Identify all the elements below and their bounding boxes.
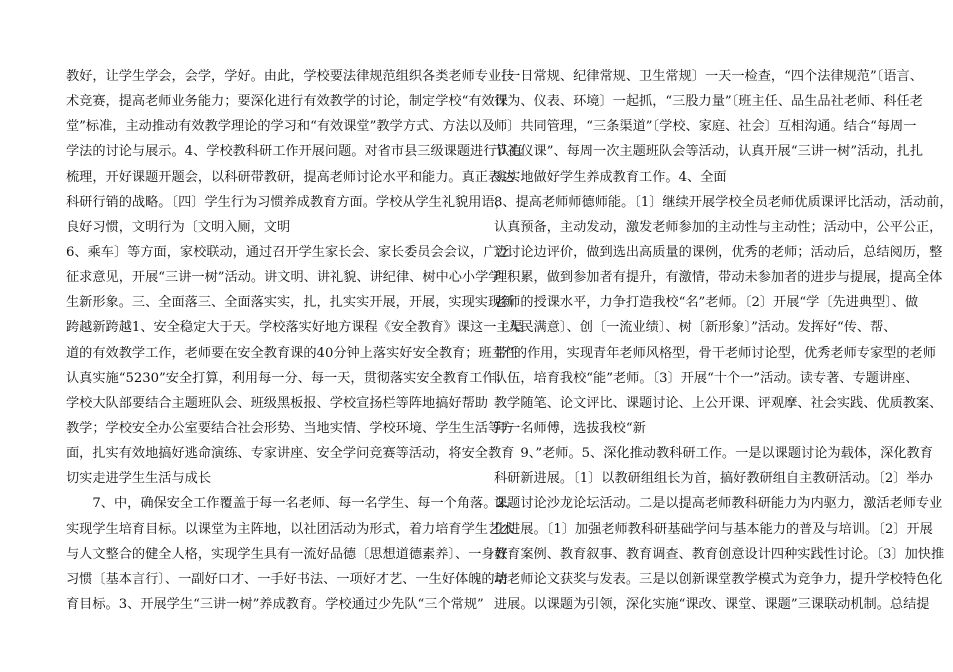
text-line: 实现学生培育目标。以课堂为主阵地，以社团活动为形式，着力培育学生艺术	[66, 521, 515, 537]
right-text-column	[494, 64, 953, 617]
text-line: 行为、仪表、环境〕一起抓，“三股力量”〔班主任、品生品社老师、科任老	[494, 94, 923, 110]
text-line: 征求意见，开展“三讲一树”活动。讲文明、讲礼貌、讲纪律、树中心小学学	[66, 270, 502, 286]
text-line: 节礼仪课”、每周一次主题班队会等活动，认真开展“三讲一树”活动，扎扎	[494, 144, 924, 160]
text-line: 术竞赛，提高老师业务能力；要深化进行有效教学的讨论，制定学校“有效课	[66, 94, 508, 110]
text-line: 〔人民满意〕、创〔一流业绩〕、树〔新形象〕”活动。发挥好“传、帮、	[494, 320, 897, 336]
text-line: 课题讨论沙龙论坛活动。二是以提高老师教科研能力为内驱力，激活老师专业	[494, 496, 943, 512]
text-line: 认真预备，主动发动，激发老师参加的主动性与主动性；活动中，公平公正，	[494, 219, 943, 235]
text-line: 面，扎实有效地搞好逃命演练、专家讲座、安全学问竞赛等活动，将安全教育	[66, 446, 515, 462]
text-line: 梳理，开好课题开题会，以科研带教研，提高老师讨论水平和能力。真正表达	[66, 169, 515, 185]
text-line: 学校大队部要结合主题班队会、班级黑板报、学校宣扬栏等阵地搞好帮助	[66, 395, 488, 411]
left-text-column	[66, 64, 523, 617]
text-line: 教好，让学生学会，会学，学好。由此，学校要法律规范组织各类老师专业技	[66, 69, 515, 84]
text-line: 进展。以课题为引领，深化实施“课改、课堂、课题”三课联动机制。总结提	[494, 596, 930, 612]
text-line: 老师的授课水平，力争打造我校“名”老师。〔2〕开展“学〔先进典型〕、做	[494, 295, 919, 311]
text-line: 教学随笔、论文评比、课题讨论、上公开课、评观摩、社会实践、优质教案、	[494, 395, 943, 411]
text-line: 实实地做好学生养成教育工作。4、全面	[494, 169, 727, 185]
text-line: 道的有效教学工作，老师要在安全教育课的40分钟上落实好安全教育；班主任	[66, 345, 518, 361]
text-line: 学法的讨论与展示。4、学校教科研工作开展问题。对省市县三级课题进行认真	[66, 144, 523, 160]
text-line: 8、提高老师师德师能。〔1〕继续开展学校全员老师优质课评比活动，活动前，	[494, 194, 953, 210]
text-line: 科研新进展。〔1〕以教研组组长为首，搞好教研组自主教研活动。〔2〕举办	[494, 471, 933, 487]
text-line: 认真实施“5230”安全打算，利用每一分、每一天，贯彻落实安全教育工作；	[66, 370, 509, 386]
text-line: 良好习惯，文明行为〔文明入厕，文明	[66, 219, 291, 235]
text-line: 育目标。3、开展学生“三讲一树”养成教育。学校通过少先队“三个常规”	[66, 596, 484, 612]
text-line: 9、”老师。5、深化推动教科研工作。一是以课题讨论为载体，深化教育	[494, 446, 933, 462]
text-line: 教学；学校安全办公室要结合社会形势、当地实情、学校环境、学生生活等方	[66, 420, 515, 436]
text-line: 边讨论边评价，做到选出高质量的课例，优秀的老师；活动后，总结阅历，整	[494, 244, 943, 260]
text-line: 教育案例、教育叙事、教育调查、教育创意设计四种实践性讨论。〔3〕加快推	[494, 546, 945, 562]
text-line: 7、中，确保安全工作覆盖于每一名老师、每一名学生、每一个角落。2、	[66, 496, 518, 512]
text-line: 动老师论文获奖与发表。三是以创新课堂教学模式为竞争力，提升学校特色化	[494, 571, 943, 587]
text-line: 化进展。〔1〕加强老师教科研基础学问与基本能力的普及与培训。〔2〕开展	[494, 521, 933, 537]
text-line: 堂”标准，主动推动有效教学理论的学习和“有效课堂”教学方式、方法以及	[66, 119, 496, 135]
text-line: 习惯〔基本言行〕、一副好口才、一手好书法、一项好才艺、一生好体魄的培	[66, 571, 508, 587]
text-line: 带”的作用，实现青年老师风格型，骨干老师讨论型，优秀老师专家型的老师	[494, 345, 936, 361]
text-line: 科研行销的战略。〔四〕学生行为习惯养成教育方面。学校从学生礼貌用语，	[66, 194, 508, 210]
text-line: 生新形象。三、全面落三、全面落实实，扎，扎实实开展，开展，实现实现新	[66, 295, 515, 311]
text-line: 跨越新跨越1、安全稳定大于天。学校落实好地方课程《安全教育》课这一主渠	[66, 320, 523, 336]
text-line: 与人文整合的健全人格，实现学生具有一流好品德〔思想道德素养〕、一身好	[66, 546, 508, 562]
text-line: 拜一名师傅，选拔我校“新	[494, 420, 646, 436]
text-line: 6、乘车〕等方面，家校联动，通过召开学生家长会、家长委员会会议，广泛	[66, 244, 510, 260]
text-line: 切实走进学生生活与成长	[66, 471, 212, 487]
text-line: 〔一日常规、纪律常规、卫生常规〕一天一检查，“四个法律规范”〔语言、	[494, 69, 923, 84]
text-line: 队伍，培育我校“能”老师。〔3〕开展“十个一”活动。读专著、专题讲座、	[494, 370, 919, 386]
text-line: 师〕共同管理，“三条渠道”〔学校、家庭、社会〕互相沟通。结合“每周一	[494, 119, 917, 135]
text-line: 理积累，做到参加者有提升，有激情，带动未参加者的进步与提展，提高全体	[494, 270, 943, 286]
